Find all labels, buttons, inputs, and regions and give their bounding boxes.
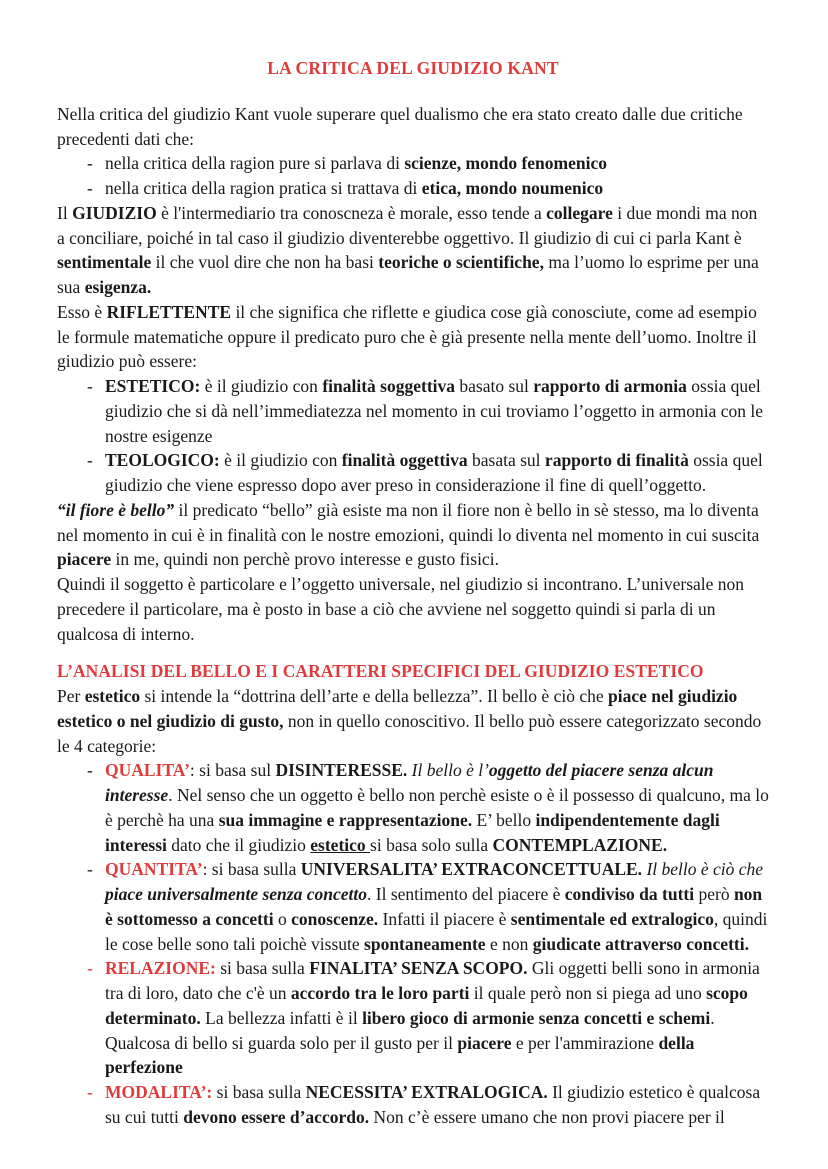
text-run-bold: libero gioco di armonie senza concetti e schemi bbox=[362, 1007, 711, 1028]
bullet-text-bold: etica, mondo noumenico bbox=[421, 178, 604, 199]
text-run: . Qualcosa di bello si guarda solo per il gusto per il bbox=[105, 1007, 715, 1053]
soggetto-paragraph: Quindi il soggetto è particolare e l’oggetto universale, nel giudizio si incontrano. L’universale non precedere il particolare, ma è posto in base a ciò che avviene nel soggetto quindi si parla di un qualcosa di interno. bbox=[57, 574, 745, 644]
text-run-bold: GIUDIZIO bbox=[72, 202, 157, 223]
text-run: : si basa sulla bbox=[202, 859, 301, 880]
text-run: Gli oggetti belli sono in armonia tra di loro, dato che c'è un bbox=[105, 958, 760, 1004]
text-run: si intende la “dottrina dell’arte e della bellezza”. Il bello è ciò che bbox=[140, 686, 608, 707]
bullet-label: ESTETICO: bbox=[105, 376, 201, 397]
text-run: , quindi le cose belle sono tali poichè vissute bbox=[105, 908, 768, 954]
giudizio-paragraph bbox=[57, 201, 769, 300]
text-run-bold: piacere bbox=[57, 549, 112, 570]
page-title: LA CRITICA DEL GIUDIZIO KANT bbox=[267, 58, 559, 78]
list-item bbox=[57, 151, 769, 176]
text-run: Il bbox=[57, 202, 73, 223]
estetico-intro-paragraph bbox=[57, 684, 769, 758]
text-run: Non c’è essere umano che non provi piacere per il bbox=[369, 1106, 725, 1127]
text-run: basata sul bbox=[467, 450, 545, 471]
text-run: è l'intermediario tra conoscneza è morale, esso tende a bbox=[156, 202, 547, 223]
text-run: si basa solo sulla bbox=[370, 834, 493, 855]
text-run-bold: DISINTERESSE. bbox=[275, 760, 408, 781]
text-run-bold: sua immagine e rappresentazione. bbox=[218, 809, 473, 830]
text-run: ossia quel giudizio che si dà nell’immediatezza nel momento in cui troviamo l’oggetto in armonia con le nostre esigenze bbox=[105, 376, 763, 446]
text-run-bold: estetico bbox=[84, 686, 141, 707]
dash-marker-icon: - bbox=[87, 376, 93, 397]
dash-marker-icon: - bbox=[87, 153, 93, 174]
tipi-giudizio-list bbox=[57, 374, 769, 498]
text-run-bold: NECESSITA’ EXTRALOGICA. bbox=[305, 1082, 548, 1103]
text-run-bold: spontaneamente bbox=[364, 933, 486, 954]
text-run-underline: estetico bbox=[310, 834, 371, 855]
text-run-bold: sentimentale ed extralogico bbox=[510, 908, 714, 929]
list-item bbox=[57, 1080, 769, 1130]
text-run: La bellezza infatti è il bbox=[200, 1007, 363, 1028]
text-run: il predicato “bello” già esiste ma non il fiore non è bello in sè stesso, ma lo diventa nel momento in cui è in finalità con le nostre emozioni, quindi lo diventa nel momento in cui suscita bbox=[57, 499, 760, 545]
bullet-text-lead: nella critica della ragion pratica si trattava di bbox=[105, 178, 422, 199]
text-run-bold: della perfezione bbox=[105, 1032, 695, 1078]
text-run: dato che il giudizio bbox=[166, 834, 311, 855]
text-run: si basa sulla bbox=[212, 1082, 306, 1103]
text-run: il quale però non si piega ad uno bbox=[469, 983, 707, 1004]
text-run: Per bbox=[57, 686, 85, 707]
text-run: Infatti il piacere è bbox=[378, 908, 511, 929]
text-run: . Nel senso che un oggetto è bello non perchè esiste o è il possesso di qualcuno, ma lo è perchè ha una bbox=[105, 785, 769, 830]
dash-marker-icon: - bbox=[87, 178, 93, 199]
text-run-bold: sentimentale bbox=[57, 252, 152, 273]
text-run: però bbox=[694, 884, 734, 905]
text-run-bold: conoscenze. bbox=[291, 908, 379, 929]
text-run: i due mondi ma non a conciliare, poiché in tal caso il giudizio diventerebbe oggettivo. Il giudizio di cui ci parla Kant è bbox=[57, 202, 758, 248]
text-run: basato sul bbox=[455, 376, 534, 397]
text-run-bold: RIFLETTENTE bbox=[106, 301, 232, 322]
list-item bbox=[57, 176, 769, 201]
bullet-text-lead: nella critica della ragion pure si parlava di bbox=[105, 153, 405, 174]
text-run: il che vuol dire che non ha basi bbox=[151, 252, 379, 273]
text-run: E’ bello bbox=[472, 809, 536, 830]
text-run-bold: scopo determinato. bbox=[105, 983, 748, 1028]
list-item bbox=[57, 448, 769, 498]
title-spacer bbox=[57, 80, 769, 102]
intro-paragraph bbox=[57, 102, 769, 152]
text-run-bold: indipendentemente dagli interessi bbox=[105, 809, 720, 855]
text-run-bold: accordo tra le loro parti bbox=[290, 983, 470, 1004]
list-item bbox=[57, 374, 769, 448]
bullet-text-bold: scienze, mondo fenomenico bbox=[404, 153, 607, 174]
text-run: in me, quindi non perchè provo interesse e gusto fisici. bbox=[111, 549, 499, 570]
dash-marker-icon: - bbox=[87, 859, 93, 880]
category-label-quantita: QUANTITA’ bbox=[105, 859, 203, 880]
text-run-italic-bold: “il fiore è bello” bbox=[57, 499, 175, 520]
text-run-bold: teoriche o scientifiche, bbox=[378, 252, 544, 273]
section-gap bbox=[57, 646, 769, 659]
fiore-paragraph bbox=[57, 498, 769, 572]
category-label-relazione: RELAZIONE: bbox=[105, 958, 216, 979]
dash-marker-icon: - bbox=[87, 958, 93, 979]
text-run: e non bbox=[485, 933, 533, 954]
dash-marker-icon: - bbox=[87, 450, 93, 471]
text-run: è il giudizio con bbox=[200, 376, 323, 397]
text-run: è il giudizio con bbox=[219, 450, 342, 471]
text-run-bold: esigenza. bbox=[84, 277, 152, 298]
list-item bbox=[57, 758, 769, 857]
text-run: Esso è bbox=[57, 301, 107, 322]
text-run-bold: piacere bbox=[457, 1032, 512, 1053]
text-run-italic: Il bello è l’ bbox=[407, 760, 489, 781]
text-run: o bbox=[273, 908, 292, 929]
text-run: e per l'ammirazione bbox=[511, 1032, 659, 1053]
text-run: ma l’uomo lo esprime per una sua bbox=[57, 252, 759, 298]
dash-marker-icon: - bbox=[87, 1082, 93, 1103]
text-run: : si basa sul bbox=[189, 760, 276, 781]
text-run-italic-bold: oggetto del piacere senza alcun interesse bbox=[105, 760, 714, 806]
text-run: non in quello conoscitivo. Il bello può essere categorizzato secondo le 4 categorie: bbox=[57, 710, 762, 756]
text-run: si basa sulla bbox=[215, 958, 310, 979]
list-item bbox=[57, 857, 769, 956]
intro-line-b: critiche precedenti dati che: bbox=[57, 103, 743, 149]
text-run: il che significa che riflette e giudica cose già conosciute, come ad esempio le formule matematiche oppure il predicato puro che è già presente nella mente dell’uomo. Inoltre il giudizio può essere: bbox=[57, 301, 757, 372]
text-run-bold: rapporto di armonia bbox=[533, 376, 687, 397]
text-run-bold: non è sottomesso a concetti bbox=[105, 884, 763, 929]
text-run-bold: condiviso da tutti bbox=[564, 884, 695, 905]
text-run-bold: CONTEMPLAZIONE. bbox=[492, 834, 668, 855]
text-run: ossia quel giudizio che viene espresso dopo aver preso in considerazione il fine di quell’oggetto. bbox=[105, 450, 763, 496]
intro-line-a: Nella critica del giudizio Kant vuole superare quel dualismo che era stato creato dalle due bbox=[57, 103, 686, 124]
bullet-label: TEOLOGICO: bbox=[105, 450, 220, 471]
text-run-bold: giudicate attraverso concetti. bbox=[532, 933, 749, 954]
text-run-italic-bold: piace universalmente senza concetto bbox=[105, 884, 367, 905]
text-run-bold: finalità oggettiva bbox=[341, 450, 468, 471]
intro-bullet-list bbox=[57, 151, 769, 201]
text-run: Il giudizio estetico è qualcosa su cui tutti bbox=[105, 1082, 761, 1127]
riflettente-paragraph bbox=[57, 300, 769, 374]
section-heading-analisi: L’ANALISI DEL BELLO E I CARATTERI SPECIFICI DEL GIUDIZIO ESTETICO bbox=[57, 661, 704, 682]
text-run-bold: piace nel giudizio estetico o nel giudizio di gusto, bbox=[57, 686, 738, 731]
text-run-bold: devono essere d’accordo. bbox=[183, 1106, 370, 1127]
text-run-bold: UNIVERSALITA’ EXTRACONCETTUALE. bbox=[300, 859, 643, 880]
category-label-modalita: MODALITA’: bbox=[105, 1082, 213, 1103]
categorie-bello-list bbox=[57, 758, 769, 1129]
text-run-bold: collegare bbox=[546, 202, 613, 223]
text-run-bold: finalità soggettiva bbox=[322, 376, 456, 397]
text-run-bold: rapporto di finalità bbox=[544, 450, 689, 471]
text-run: . Il sentimento del piacere è bbox=[367, 884, 565, 905]
text-run-bold: FINALITA’ SENZA SCOPO. bbox=[309, 958, 528, 979]
dash-marker-icon: - bbox=[87, 760, 93, 781]
list-item bbox=[57, 956, 769, 1080]
text-run-italic: Il bello è ciò che bbox=[642, 859, 764, 880]
category-label-qualita: QUALITA’ bbox=[105, 760, 190, 781]
document-content bbox=[57, 0, 769, 1130]
